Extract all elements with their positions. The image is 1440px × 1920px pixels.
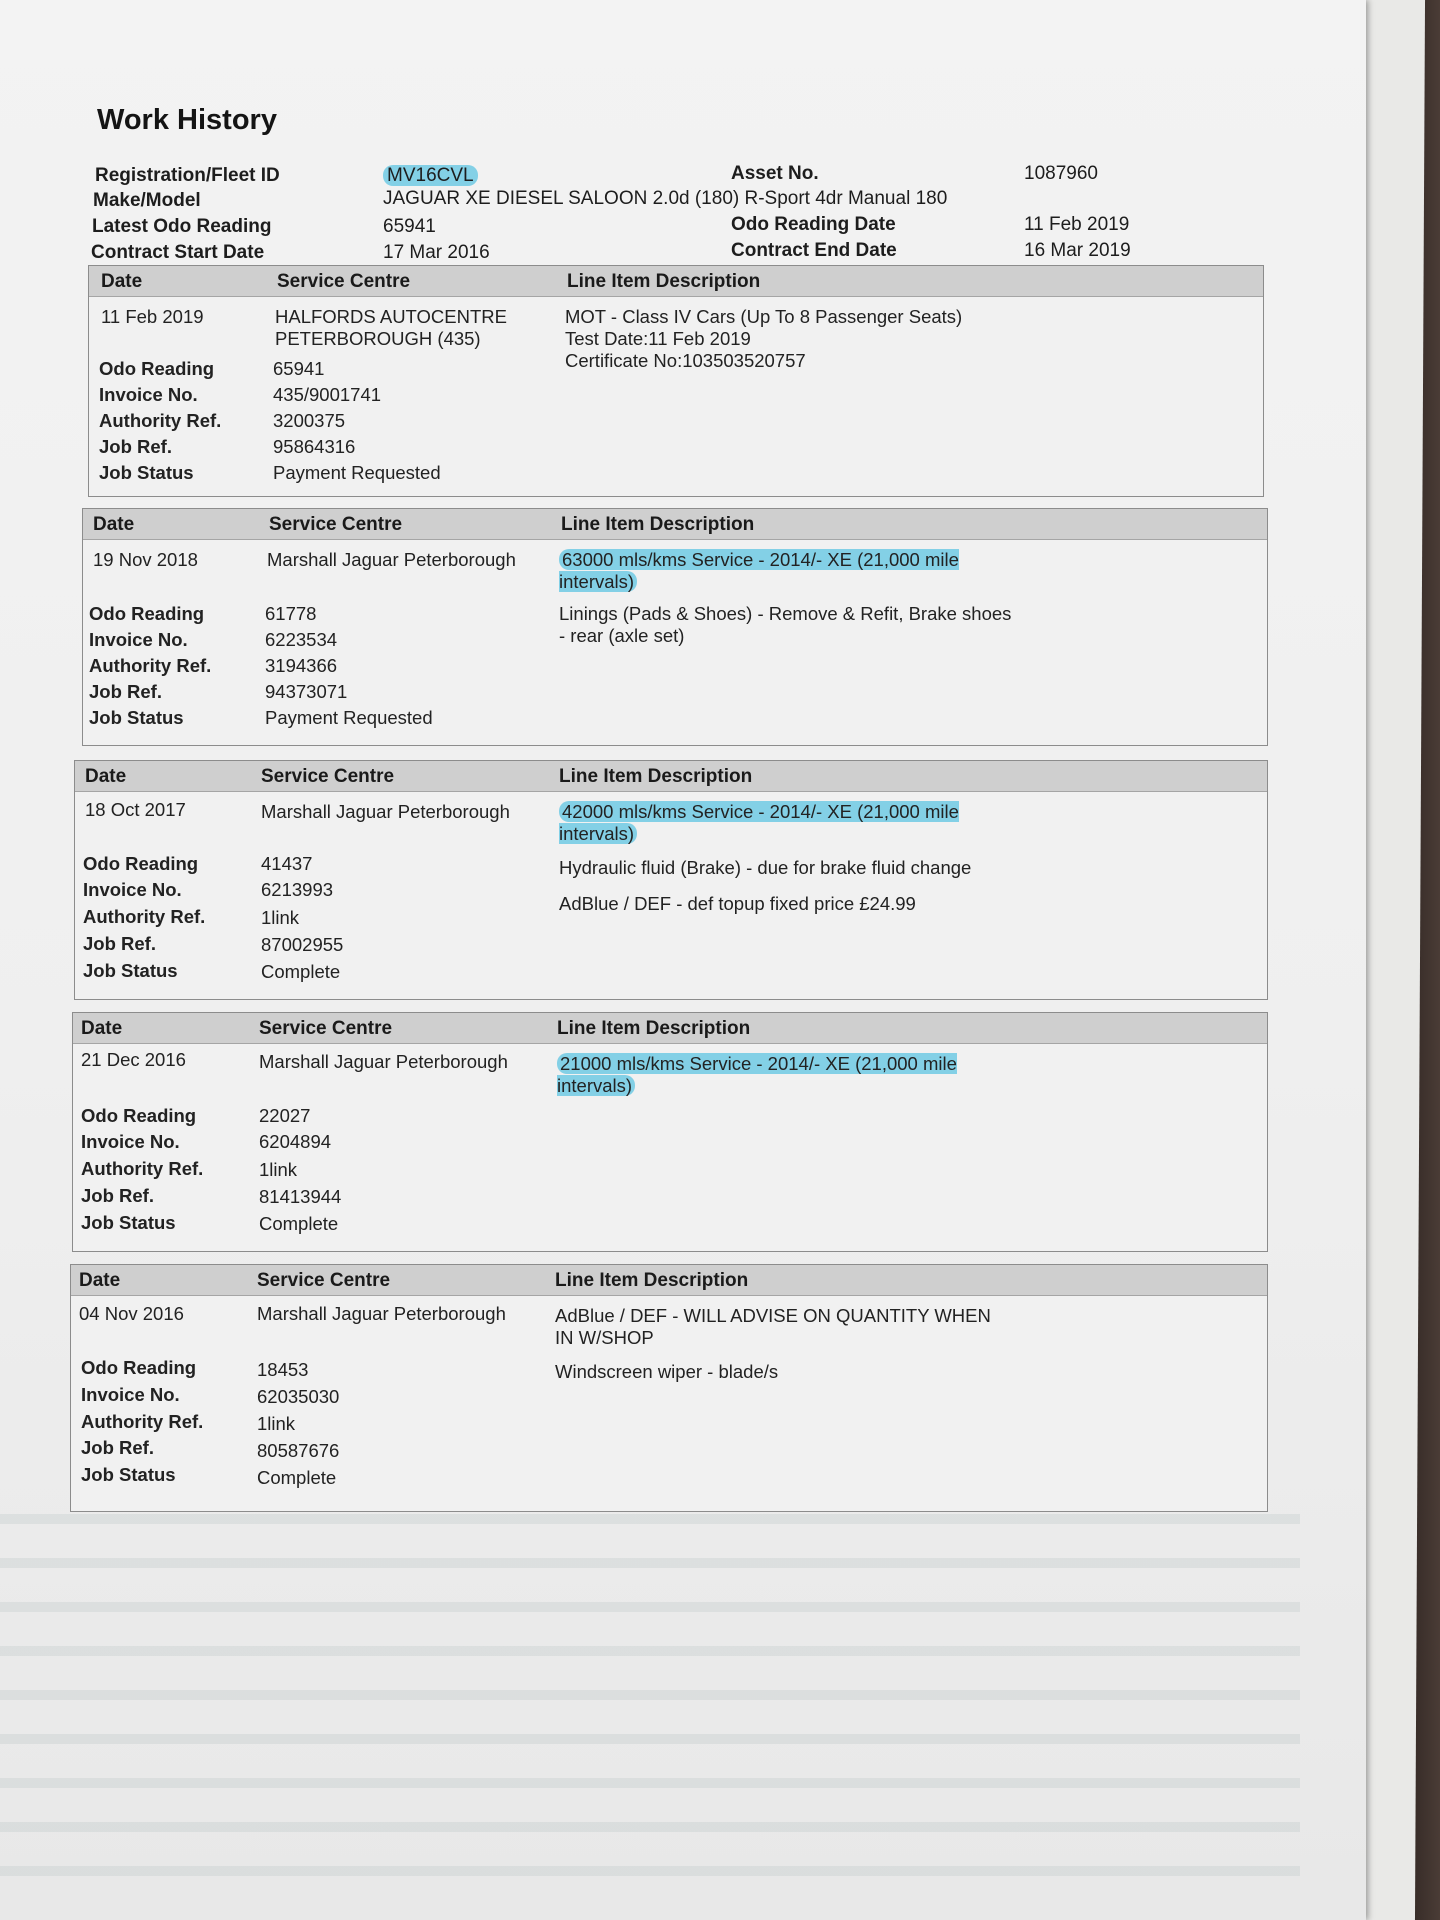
date-header: Date [93,514,135,535]
registration-label: Registration/Fleet ID [95,165,280,186]
work-record [74,760,1268,1000]
line-item: MOT - Class IV Cars (Up To 8 Passenger Seats) [565,306,963,327]
line-item-header: Line Item Description [567,271,761,292]
job-ref-value: 87002955 [261,934,344,955]
date-header: Date [81,1018,123,1039]
service-centre-header: Service Centre [269,514,403,535]
odo-value: 61778 [265,603,317,624]
show-through-text [0,1480,1300,1900]
end-date-value: 16 Mar 2019 [1024,240,1131,261]
job-ref-value: 94373071 [265,681,348,702]
record-date: 21 Dec 2016 [81,1049,186,1070]
record-header [73,1013,1267,1044]
invoice-label: Invoice No. [81,1131,180,1152]
start-date-value: 17 Mar 2016 [383,242,490,263]
record-centre: HALFORDS AUTOCENTRE [275,306,507,327]
date-header: Date [79,1270,121,1291]
job-ref-value: 95864316 [273,436,356,457]
invoice-value: 6223534 [265,629,338,650]
line-item-header: Line Item Description [555,1270,749,1291]
line-item: Certificate No:103503520757 [565,350,806,371]
record-date: 11 Feb 2019 [101,306,204,327]
make-label: Make/Model [93,190,201,211]
line-item: Windscreen wiper - blade/s [555,1361,779,1382]
service-centre-header: Service Centre [257,1270,391,1291]
job-status-value: Complete [259,1213,339,1234]
record-date: 04 Nov 2016 [79,1303,184,1324]
odo-value: 18453 [257,1359,309,1380]
job-ref-label: Job Ref. [89,681,162,702]
line-item: Hydraulic fluid (Brake) - due for brake fluid change [559,857,972,878]
date-header: Date [101,271,143,292]
end-date-label: Contract End Date [731,240,897,261]
line-item: AdBlue / DEF - def topup fixed price £24.99 [559,893,916,914]
odo-label: Latest Odo Reading [92,216,272,237]
odo-label: Odo Reading [83,853,199,874]
job-ref-label: Job Ref. [99,436,172,457]
authority-label: Authority Ref. [81,1158,204,1179]
odo-value: 65941 [273,358,325,379]
record-centre: Marshall Jaguar Peterborough [267,549,516,570]
line-item-highlighted: 21000 mls/kms Service - 2014/- XE (21,000 mile intervals) [557,1053,957,1096]
record-centre: Marshall Jaguar Peterborough [261,801,510,822]
start-date-label: Contract Start Date [91,242,265,263]
line-item-highlighted: 42000 mls/kms Service - 2014/- XE (21,000 mile intervals) [559,801,959,844]
record-header [75,761,1267,792]
job-status-value: Complete [257,1467,337,1488]
work-record [70,1264,1268,1512]
job-ref-label: Job Ref. [83,933,156,954]
odo-value: 41437 [261,853,313,874]
work-record [88,265,1264,497]
authority-label: Authority Ref. [99,410,222,431]
invoice-label: Invoice No. [99,384,198,405]
job-ref-label: Job Ref. [81,1185,154,1206]
odo-label: Odo Reading [81,1105,197,1126]
record-centre: Marshall Jaguar Peterborough [257,1303,506,1324]
asset-label: Asset No. [731,163,819,184]
odo-date-value: 11 Feb 2019 [1024,214,1130,235]
odo-label: Odo Reading [99,358,215,379]
authority-label: Authority Ref. [83,906,206,927]
authority-value: 3194366 [265,655,338,676]
invoice-label: Invoice No. [89,629,188,650]
authority-value: 1link [257,1413,296,1434]
invoice-value: 6204894 [259,1131,332,1152]
line-item-highlighted: 63000 mls/kms Service - 2014/- XE (21,000 mile intervals) [559,549,959,592]
invoice-value: 435/9001741 [273,384,382,405]
job-ref-value: 80587676 [257,1440,340,1461]
line-item-header: Line Item Description [559,766,753,787]
service-centre-header: Service Centre [259,1018,393,1039]
page-title: Work History [97,104,277,136]
job-status-label: Job Status [81,1464,176,1485]
job-status-value: Payment Requested [273,462,441,483]
work-record [72,1012,1268,1252]
job-status-value: Complete [261,961,341,982]
make-value: JAGUAR XE DIESEL SALOON 2.0d (180) R-Sport 4dr Manual 180 [383,188,948,209]
line-item: Linings (Pads & Shoes) - Remove & Refit, Brake shoes - rear (axle set) [559,603,1012,646]
record-centre-line2: PETERBOROUGH (435) [275,328,481,349]
asset-value: 1087960 [1024,163,1098,184]
date-header: Date [85,766,127,787]
odo-value: 65941 [383,216,436,237]
job-status-label: Job Status [89,707,184,728]
work-record [82,508,1268,746]
record-date: 18 Oct 2017 [85,799,186,820]
authority-label: Authority Ref. [81,1411,204,1432]
job-status-label: Job Status [81,1212,176,1233]
record-centre: Marshall Jaguar Peterborough [259,1051,508,1072]
authority-value: 1link [261,907,300,928]
line-item-header: Line Item Description [557,1018,751,1039]
odo-value: 22027 [259,1105,311,1126]
odo-label: Odo Reading [89,603,205,624]
line-item: AdBlue / DEF - WILL ADVISE ON QUANTITY WHEN IN W/SHOP [555,1305,991,1348]
record-header [89,266,1263,297]
job-status-value: Payment Requested [265,707,433,728]
job-ref-value: 81413944 [259,1186,342,1207]
record-date: 19 Nov 2018 [93,549,198,570]
invoice-value: 62035030 [257,1386,340,1407]
job-status-label: Job Status [83,960,178,981]
line-item: Test Date:11 Feb 2019 [565,328,751,349]
line-item-header: Line Item Description [561,514,755,535]
job-status-label: Job Status [99,462,194,483]
job-ref-label: Job Ref. [81,1437,154,1458]
record-header [83,509,1267,540]
authority-value: 1link [259,1159,298,1180]
odo-label: Odo Reading [81,1357,197,1378]
service-centre-header: Service Centre [277,271,411,292]
odo-date-label: Odo Reading Date [731,214,896,235]
authority-value: 3200375 [273,410,346,431]
authority-label: Authority Ref. [89,655,212,676]
invoice-label: Invoice No. [83,879,182,900]
service-centre-header: Service Centre [261,766,395,787]
registration-value: MV16CVL [383,165,478,187]
record-header [71,1265,1267,1296]
invoice-label: Invoice No. [81,1384,180,1405]
invoice-value: 6213993 [261,879,334,900]
